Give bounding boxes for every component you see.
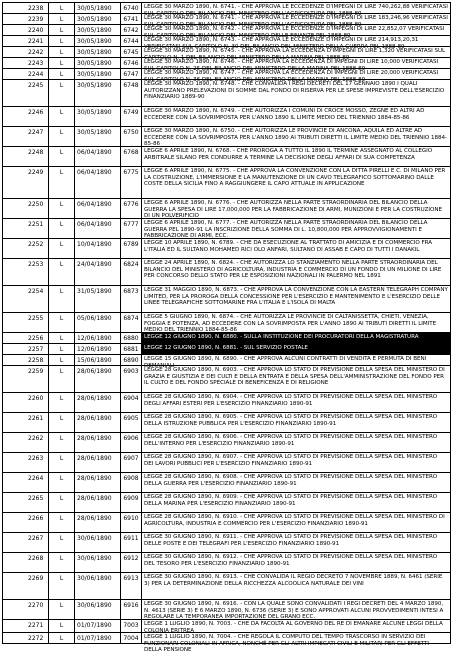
- row-description: LEGGE 24 APRILE 1890, N. 6824. - CHE AUTORIZZA LO STANZIAMENTO NELLA PARTE STRAORDINARIA DEL BILANCIO DEL MINISTERO DI AGRICOLTURA, INDUSTRIA E COMMERCIO DI UN FONDO DI UN MILIONE DI LIRE PER CONCORSO DELLO STATO PER LE ESPOSIZIONI NAZIONALI IN PALERMO NEL 1891: [144, 260, 442, 279]
- row-code: 6741: [121, 14, 142, 24]
- row-code: 6775: [121, 167, 142, 198]
- row-number: 2261: [3, 413, 49, 432]
- row-date: 01/07/1890: [75, 633, 121, 643]
- row-description: LEGGE 31 MAGGIO 1890, N. 6873. - CHE APPROVA LA CONVENZIONE CON LA EASTERN TELEGRAPH COMPANY LIMITED, PER LA PROROGA DELLA CONCESSIONE PER L'ESERCIZIO E MANTENIMENTO E L'ESERCIZIO DELLE LINEE TELEGRAFICHE SOTTOMARINE FRA L'ITALIA E L'ISOLA DI MALTA: [144, 287, 448, 306]
- table-row: [3, 68, 450, 83]
- row-date: 30/05/1890: [75, 127, 121, 146]
- table-row: [3, 57, 450, 72]
- row-code: 6740: [121, 3, 142, 13]
- row-description: LEGGE 30 MARZO 1890, N. 6742. - CHE APPROVA LE ECCEDENZE D'IMPEGNI DI LIRE 22,852,07 VERIFICATASI SUL CAPITOLO DEL BILANCIO DEL MINISTERO DELLE FINANZE PEL 1888-89: [144, 26, 445, 39]
- row-number: 2250: [3, 199, 49, 218]
- row-date: 30/05/1890: [75, 47, 121, 57]
- table-row: [3, 632, 450, 653]
- row-date: 30/05/1890: [75, 3, 121, 13]
- row-type: L: [49, 286, 75, 312]
- row-description: LEGGE 30 MARZO 1890, N. 6743. - CHE APPROVA LE ECCEDENZE D'IMPEGNI DI LIRE 214,913,20,31 VERIFICATASI SUL CAPITOLO N. 30 DEL BILANCIO DEL MINISTERO DELLA GUERRA PEL 1888-89: [144, 37, 419, 50]
- row-description: LEGGE 30 MARZO 1890, N. 6746. - CHE APPROVA LA ECCEDENZA DI IMPEGNI DI LIRE 10,000 VERIFICATASI SUL CAPITOLO N. 25 DEL BILANCIO DEL MINISTERO DELLA MARINA PEL 1888-89: [144, 59, 439, 72]
- row-code: 6908: [121, 473, 142, 492]
- row-code: 6750: [121, 127, 142, 146]
- table-row: [3, 492, 450, 512]
- row-code: 6748: [121, 80, 142, 106]
- table-row: [3, 79, 450, 106]
- row-description: LEGGE 30 MARZO 1890, N. 6748. - CHE CONVALIDA I REGI DECRETI DEL 17 GENNAIO 1890 I QUALI AUTORIZZANO PRELEVAZIONI DI SOMME DAL FONDO DI RISERVA PER LE SPESE IMPREVISTE DELL'ESERCIZIO FINANZIARIO 1889-90: [144, 81, 445, 100]
- table-row: [3, 532, 450, 552]
- row-number: 2240: [3, 25, 49, 35]
- row-number: 2257: [3, 344, 49, 354]
- row-number: 2260: [3, 393, 49, 412]
- table-row: [3, 432, 450, 452]
- table-row: [3, 332, 450, 343]
- row-description: LEGGE 15 GIUGNO 1890, N. 6890. - CHE APPROVA ALCUNI CONTRATTI DI VENDITA E PERMUTA DI BENI DEMANIALI: [144, 356, 427, 369]
- table-row: [3, 24, 450, 39]
- table-row: [3, 412, 450, 432]
- row-number: 2239: [3, 14, 49, 24]
- table-row: [3, 218, 450, 238]
- row-type: L: [49, 69, 75, 79]
- row-date: 30/05/1890: [75, 36, 121, 46]
- row-type: L: [49, 513, 75, 532]
- row-type: L: [49, 533, 75, 552]
- row-date: 30/06/1890: [75, 533, 121, 552]
- row-date: 06/04/1890: [75, 219, 121, 238]
- row-number: 2269: [3, 573, 49, 599]
- row-code: 6905: [121, 413, 142, 432]
- row-description: LEGGE 1 LUGLIO 1890, N. 7004. - CHE REGOLA IL COMPUTO DEL TEMPO TRASCORSO IN SERVIZIO DEI FUNZIONARI COLONIALI IN AFRICA, NONCHÉ PER GLI ALTRI IMPIEGATI CIVILI E MILITARI PER GLI EFFETTI DELLA PENSIONE: [144, 634, 429, 653]
- table-row: [3, 13, 450, 28]
- table-row: [3, 2, 450, 17]
- row-code: 6747: [121, 69, 142, 79]
- row-type: L: [49, 107, 75, 126]
- row-type: L: [49, 14, 75, 24]
- row-number: 2243: [3, 58, 49, 68]
- row-type: L: [49, 366, 75, 392]
- row-date: 28/06/1890: [75, 393, 121, 412]
- row-code: 7003: [121, 620, 142, 632]
- row-code: 6890: [121, 355, 142, 365]
- row-description: LEGGE 28 GIUGNO 1890, N. 6907. - CHE APPROVA LO STATO DI PREVISIONE DELLA SPESA DEL MINISTERO DEI LAVORI PUBBLICI PER L'ESERCIZIO FINANZIARIO 1890-91: [144, 454, 438, 467]
- row-type: L: [49, 25, 75, 35]
- row-type: L: [49, 600, 75, 619]
- row-description: LEGGE 30 MARZO 1890, N. 6749. - CHE AUTORIZZA I COMUNI DI CROCE MOSSO, ZEGNE ED ALTRI AD ECCEDERE CON LA SOVRIMPOSTA PER L'ANNO 1890 IL LIMITE MEDIO DEL TRIENNIO 1884-85-86: [144, 108, 425, 121]
- row-code: 6744: [121, 36, 142, 46]
- row-number: 2270: [3, 600, 49, 619]
- row-description: LEGGE 6 APRILE 1890, N. 6776. - CHE AUTORIZZA NELLA PARTE STRAORDINARIA DEL BILANCIO DELLA GUERRA LA SPESA DI LIRE 17,000,000 PER LA FABBRICAZIONE DI ARMI, MUNIZIONI E PER LA COSTRUZIONE DI UN POLVERIFICIO: [144, 200, 442, 219]
- row-code: 6911: [121, 533, 142, 552]
- row-date: 24/04/1890: [75, 259, 121, 285]
- row-type: L: [49, 473, 75, 492]
- row-number: 2251: [3, 219, 49, 238]
- row-number: 2238: [3, 3, 49, 13]
- row-date: 30/06/1890: [75, 573, 121, 599]
- row-number: 2259: [3, 366, 49, 392]
- row-code: 6912: [121, 553, 142, 572]
- row-description: LEGGE 30 GIUGNO 1890, N. 6913. - CHE CONVALIDA IL REGIO DECRETO 7 NOVEMBRE 1889, N. 6461 (SERIE 3) PER LA DETERMINAZIONE DELLA RICCHEZZA ALCOOLICA NATURALE DEI VINI: [144, 574, 443, 587]
- row-type: L: [49, 620, 75, 632]
- row-description: LEGGE 30 GIUGNO 1890, N. 6912. - CHE APPROVA LO STATO DI PREVISIONE DELLA SPESA DEL MINISTERO DEL TESORO PER L'ESERCIZIO FINANZIARIO 1890-91: [144, 554, 438, 567]
- row-code: 6907: [121, 453, 142, 472]
- row-date: 15/06/1890: [75, 355, 121, 365]
- row-type: L: [49, 259, 75, 285]
- table-row: [3, 198, 450, 218]
- row-type: L: [49, 167, 75, 198]
- row-number: 2242: [3, 47, 49, 57]
- row-date: 28/06/1890: [75, 433, 121, 452]
- row-date: 30/06/1890: [75, 553, 121, 572]
- row-number: 2241: [3, 36, 49, 46]
- row-code: 6789: [121, 239, 142, 258]
- row-code: 6913: [121, 573, 142, 599]
- table-row: [3, 552, 450, 572]
- row-code: 6777: [121, 219, 142, 238]
- row-date: 28/06/1890: [75, 473, 121, 492]
- row-type: L: [49, 344, 75, 354]
- row-date: 28/06/1890: [75, 366, 121, 392]
- row-number: 2258: [3, 355, 49, 365]
- table-row: [3, 392, 450, 412]
- table-row: [3, 354, 450, 369]
- row-code: 6768: [121, 147, 142, 166]
- row-type: L: [49, 47, 75, 57]
- row-code: 7004: [121, 633, 142, 643]
- row-date: 28/06/1890: [75, 413, 121, 432]
- row-description: LEGGE 30 GIUGNO 1890, N. 6916. - CON LA QUALE SONO CONVALIDATI I REGI DECRETI DEL 4 MARZO 1890, N. 4613 (SERIE 3) E 6 MARZO 1890, N. 6736 (SERIE 3) E SONO APPROVATI ALCUNI PROVVEDIMENTI INTESI A REGOLARE LA TEMPORANEA IMPORTAZIONE DEL GRANO ECC.: [144, 601, 444, 620]
- table-row: [3, 258, 450, 285]
- table-row: [3, 46, 450, 61]
- row-description: LEGGE 5 GIUGNO 1890, N. 6874. - CHE AUTORIZZA LE PROVINCIE DI CALTANISSETTA, CHIETI, VENEZIA, FOGGIA E POTENZA, AD ECCEDERE CON LA SOVRIMPOSTA PER L'ANNO 1890 AI TRIBUTI DIRETTI IL LIMITE MEDIO DEL TRIENNIO 1884-85-86: [144, 314, 437, 333]
- table-row: [3, 285, 450, 312]
- row-number: 2254: [3, 286, 49, 312]
- row-type: L: [49, 413, 75, 432]
- row-number: 2271: [3, 620, 49, 632]
- row-type: L: [49, 553, 75, 572]
- table-row: [3, 106, 450, 126]
- row-date: 12/06/1890: [75, 344, 121, 354]
- row-description: LEGGE 10 APRILE 1890, N. 6789. - CHE DA ESECUZIONE AL TRATTATO DI AMICIZIA E DI COMMERCIO FRA L'ITALIA ED IL SULTANO MOHAMED RICI OLO ANFARI, SULTANO DI ASSAB E CAPO DI TUTTI I DANAKIL: [144, 240, 433, 253]
- row-code: 6746: [121, 58, 142, 68]
- row-description: LEGGE 30 MARZO 1890, N. 6747. - CHE APPROVA LA ECCEDENZA DI IMPEGNI DI LIRE 20,000 VERIFICATASI SUL CAPITOLO N. 36 DEL BILANCIO DEL MINISTERO DELLA MARINA PEL 1888-89: [144, 70, 439, 83]
- row-date: 05/06/1890: [75, 313, 121, 332]
- table-row: [3, 312, 450, 332]
- row-type: L: [49, 127, 75, 146]
- table-row: [3, 126, 450, 146]
- row-number: 2266: [3, 513, 49, 532]
- table-row: [3, 512, 450, 532]
- row-number: 2256: [3, 333, 49, 343]
- row-type: L: [49, 573, 75, 599]
- row-number: 2267: [3, 533, 49, 552]
- row-code: 6881: [121, 344, 142, 354]
- row-number: 2263: [3, 453, 49, 472]
- row-number: 2248: [3, 147, 49, 166]
- row-date: 30/05/1890: [75, 25, 121, 35]
- row-code: 6910: [121, 513, 142, 532]
- row-date: 28/06/1890: [75, 493, 121, 512]
- row-description: LEGGE 28 GIUGNO 1890, N. 6910. - CHE APPROVA LO STATO DI PREVISIONE DELLA SPESA DEL MINISTERO DI AGRICOLTURA, INDUSTRIA E COMMERCIO PER L'ESERCIZIO FINANZIARIO 1890-91: [144, 514, 445, 527]
- row-date: 28/06/1890: [75, 513, 121, 532]
- row-date: 06/04/1890: [75, 147, 121, 166]
- row-description: LEGGE 28 GIUGNO 1890, N. 6904. - CHE APPROVA LO STATO DI PREVISIONE DELLA SPESA DEL MINISTERO DEGLI AFFARI ESTERI PER L'ESERCIZIO FINANZIARIO 1890-91: [144, 394, 438, 407]
- row-date: 06/04/1890: [75, 199, 121, 218]
- row-type: L: [49, 333, 75, 343]
- row-description: LEGGE 30 MARZO 1890, N. 6741. - CHE APPROVA LE ECCEDENZE D'IMPEGNI DI LIRE 183,246,96 VERIFICATASI SUL CAPITOLO DEL BILANCIO DEL MINISTERO DELL'AGRICOLTURA PEL 1888-89: [144, 15, 448, 28]
- row-code: 6909: [121, 493, 142, 512]
- row-type: L: [49, 393, 75, 412]
- row-code: 6906: [121, 433, 142, 452]
- table-row: [3, 599, 450, 619]
- row-description: LEGGE 6 APRILE 1890, N. 6768. - CHE PROROGA A TUTTO IL 1890 IL TERMINE ASSEGNATO AL COLLEGIO ARBITRALE SILANO PER CONDURRE A TERMINE LA DECISIONE DEGLI AFFARI DI SUA COMPETENZA: [144, 148, 433, 161]
- row-code: 6824: [121, 259, 142, 285]
- row-description: LEGGE 30 GIUGNO 1890, N. 6911. - CHE APPROVA LO STATO DI PREVISIONE DELLA SPESA DEL MINISTERO DELLE POSTE E DEI TELEGRAFI PER L'ESERCIZIO FINANZIARIO 1890-91: [144, 534, 438, 547]
- row-code: 6745: [121, 47, 142, 57]
- table-row: [3, 146, 450, 166]
- row-description: LEGGE 28 GIUGNO 1890, N. 6905. - CHE APPROVA LO STATO DI PREVISIONE DELLA SPESA DEL MINISTERO DELLA ISTRUZIONE PUBBLICA PER L'ESERCIZIO FINANZIARIO 1890-91: [144, 414, 438, 427]
- row-type: L: [49, 239, 75, 258]
- table-row: [3, 238, 450, 258]
- row-type: L: [49, 355, 75, 365]
- row-type: L: [49, 633, 75, 643]
- row-description: LEGGE 30 MARZO 1890, N. 6745. - CHE APPROVA LA ECCEDENZA D'IMPEGNI DI LIRE 1,320 VERIFICATASI SUL CAPITOLO N. 1 DEL BILANCIO DEL MINISTERO DELLA MARINA PEL 1888-89: [144, 48, 446, 61]
- table-row: [3, 365, 450, 392]
- row-number: 2272: [3, 633, 49, 643]
- row-type: L: [49, 58, 75, 68]
- row-number: 2253: [3, 259, 49, 285]
- row-code: 6903: [121, 366, 142, 392]
- row-date: 01/07/1890: [75, 620, 121, 632]
- row-code: 6749: [121, 107, 142, 126]
- row-date: 30/06/1890: [75, 600, 121, 619]
- row-type: L: [49, 3, 75, 13]
- row-date: 30/05/1890: [75, 107, 121, 126]
- row-code: 6742: [121, 25, 142, 35]
- row-code: 6776: [121, 199, 142, 218]
- table-row: [3, 343, 450, 354]
- row-number: 2265: [3, 493, 49, 512]
- row-number: 2247: [3, 127, 49, 146]
- row-date: 30/05/1890: [75, 58, 121, 68]
- row-date: 30/05/1890: [75, 14, 121, 24]
- table-row: [3, 619, 450, 632]
- laws-table: [2, 2, 451, 653]
- row-code: 6873: [121, 286, 142, 312]
- row-date: 31/05/1890: [75, 286, 121, 312]
- row-description: LEGGE 28 GIUGNO 1890, N. 6906. - CHE APPROVA LO STATO DI PREVISIONE DELLA SPESA DEL MINISTERO DELL'INTERNO PER L'ESERCIZIO FINANZIARIO 1890-91: [144, 434, 438, 447]
- row-description: LEGGE 12 GIUGNO 1890, N. 6881. - SUL SERVIZIO POSTALE: [142, 344, 450, 354]
- row-number: 2252: [3, 239, 49, 258]
- row-number: 2249: [3, 167, 49, 198]
- table-row: [3, 35, 450, 50]
- row-number: 2255: [3, 313, 49, 332]
- row-date: 28/06/1890: [75, 453, 121, 472]
- row-date: 12/06/1890: [75, 333, 121, 343]
- table-row: [3, 472, 450, 492]
- row-description: LEGGE 6 APRILE 1890, N. 6777. - CHE AUTORIZZA NELLA PARTE STRAORDINARIA DEL BILANCIO DELLA GUERRA PEL 1890-91 LA INSCRIZIONE DELLA SOMMA DI L. 10,800,000 PER APPROVVIGIONAMENTI E FABBRICAZIONE DI ARMI, ECC.: [144, 220, 428, 239]
- row-description: LEGGE 1 LUGLIO 1890, N. 7003. - CHE DA FACOLTA AL GOVERNO DEL RE DI EMANARE ALCUNE LEGGI DELLA COLONIA ERITREA: [144, 621, 443, 634]
- row-type: L: [49, 493, 75, 512]
- row-description: LEGGE 28 GIUGNO 1890, N. 6908. - CHE APPROVA LO STATO DI PREVISIONE DELLA SPESA DEL MINISTERO DELLA GUERRA PER L'ESERCIZIO FINANZIARIO 1890-91: [144, 474, 438, 487]
- row-code: 6916: [121, 600, 142, 619]
- row-date: 10/04/1890: [75, 239, 121, 258]
- row-date: 30/05/1890: [75, 69, 121, 79]
- row-number: 2268: [3, 553, 49, 572]
- row-type: L: [49, 80, 75, 106]
- row-description: LEGGE 28 GIUGNO 1890, N. 6909. - CHE APPROVA LO STATO DI PREVISIONE DELLA SPESA DEL MINISTERO DELLA MARINA PER L'ESERCIZIO FINANZIARIO 1890-91: [144, 494, 438, 507]
- row-type: L: [49, 433, 75, 452]
- row-code: 6904: [121, 393, 142, 412]
- row-code: 6874: [121, 313, 142, 332]
- row-code: 6880: [121, 333, 142, 343]
- table-row: [3, 452, 450, 472]
- row-number: 2244: [3, 69, 49, 79]
- row-type: L: [49, 147, 75, 166]
- row-number: 2264: [3, 473, 49, 492]
- row-date: 30/05/1890: [75, 80, 121, 106]
- row-description: LEGGE 28 GIUGNO 1890, N. 6903. - CHE APPROVA LO STATO DI PREVISIONE DELLA SPESA DEL MINISTERO DI GRAZIA E GIUSTIZIA E DEI CULTI E DELLA ENTRATA E DELLA SPESA DELL'AMMINISTRAZIONE DEL FONDO PER IL CULTO E DEL FONDO SPECIALE DI BENEFICENZA E DI RELIGIONE: [144, 367, 445, 386]
- row-number: 2246: [3, 107, 49, 126]
- row-number: 2262: [3, 433, 49, 452]
- table-row: [3, 166, 450, 198]
- row-type: L: [49, 219, 75, 238]
- row-type: L: [49, 453, 75, 472]
- row-description: LEGGE 6 APRILE 1890, N. 6775. - CHE APPROVA LA CONVENZIONE CON LA DITTA PIRELLI E C. DI MILANO PER LA COSTRUZIONE, L'IMMERSIONE E LA MANUTENZIONE DI UN CAVO TELEGRAFICO SOTTOMARINO DALLE COSTE DELLA SICILIA FINO A RAGGIUNGERE IL CAPO ATTUALE IN APPLICAZIONE: [144, 168, 446, 187]
- row-number: 2245: [3, 80, 49, 106]
- row-description: LEGGE 12 GIUGNO 1890, N. 6880. - SULLA INSTITUZIONE DEI PROCURATORI DELLA MAGISTRATURA: [142, 333, 450, 343]
- row-description: LEGGE 30 MARZO 1890, N. 6750. - CHE AUTORIZZA LE PROVINCIE DI ANCONA, AQUILA ED ALTRE AD ECCEDERE CON LA SOVRIMPOSTA PER L'ANNO 1890 AI TRIBUTI DIRETTI IL LIMITE MEDIO DEL TRIENNIO 1884-85-86: [144, 128, 447, 147]
- row-type: L: [49, 199, 75, 218]
- row-type: L: [49, 36, 75, 46]
- table-row: [3, 572, 450, 599]
- row-type: L: [49, 313, 75, 332]
- row-date: 06/04/1890: [75, 167, 121, 198]
- row-description: LEGGE 30 MARZO 1890, N. 6741. - CHE APPROVA LE ECCEDENZE D'IMPEGNI DI LIRE 740,262,88 VERIFICATASI SUL CAPITOLO DEL BILANCIO DEL MINISTERO DELL'AGRICOLTURA PEL 1888-89: [144, 4, 448, 17]
